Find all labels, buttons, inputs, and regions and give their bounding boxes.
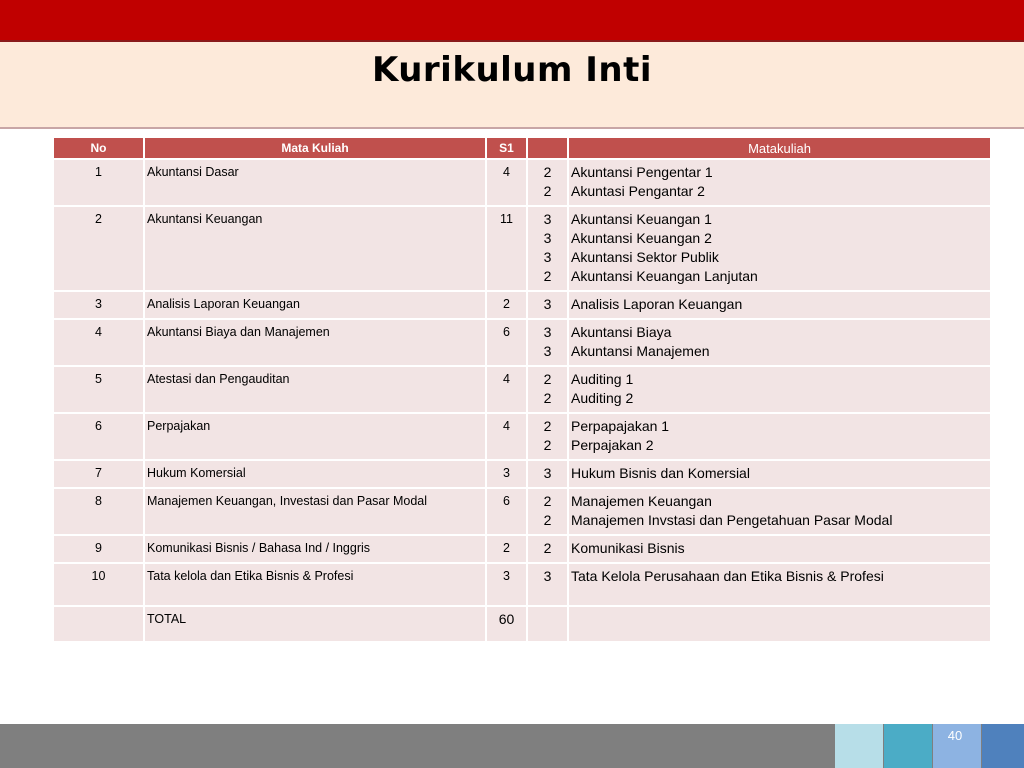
row-number: 7 — [53, 460, 144, 488]
row-course-list — [568, 319, 991, 366]
row-s1-credits: 6 — [486, 488, 527, 535]
row-course-list — [568, 413, 991, 460]
sks-value: 3 — [543, 343, 552, 359]
row-s1-credits: 3 — [486, 563, 527, 606]
page-number: 40 — [947, 728, 963, 743]
course-name: Tata Kelola Perusahaan dan Etika Bisnis & Profesi — [571, 568, 884, 584]
row-mata-kuliah: Atestasi dan Pengauditan — [144, 366, 486, 413]
row-number: 9 — [53, 535, 144, 563]
course-name: Akuntansi Biaya — [571, 324, 672, 340]
total-value: 60 — [486, 606, 527, 642]
course-name: Analisis Laporan Keuangan — [571, 296, 743, 312]
total-label: TOTAL — [144, 606, 486, 642]
row-sks-list — [527, 319, 568, 366]
row-s1-credits: 2 — [486, 535, 527, 563]
row-sks-list — [527, 159, 568, 206]
total-empty-course — [568, 606, 991, 642]
row-number: 2 — [53, 206, 144, 291]
course-name: Manajemen Invstasi dan Pengetahuan Pasar Modal — [571, 512, 893, 528]
row-number: 1 — [53, 159, 144, 206]
header-sks — [527, 137, 568, 159]
row-mata-kuliah: Akuntansi Biaya dan Manajemen — [144, 319, 486, 366]
row-number: 6 — [53, 413, 144, 460]
header-no: No — [53, 137, 144, 159]
course-name: Akuntansi Keuangan Lanjutan — [571, 268, 758, 284]
row-course-list — [568, 488, 991, 535]
header-s1: S1 — [486, 137, 527, 159]
row-course-list — [568, 206, 991, 291]
sks-value: 2 — [543, 418, 552, 434]
course-name: Akuntansi Manajemen — [571, 343, 710, 359]
table-row — [53, 366, 991, 413]
row-number: 5 — [53, 366, 144, 413]
course-name: Akuntansi Keuangan 1 — [571, 211, 712, 227]
course-name: Akuntansi Pengentar 1 — [571, 164, 713, 180]
row-mata-kuliah: Hukum Komersial — [144, 460, 486, 488]
course-name: Manajemen Keuangan — [571, 493, 712, 509]
course-name: Hukum Bisnis dan Komersial — [571, 465, 750, 481]
sks-value: 2 — [543, 183, 552, 199]
table-row — [53, 319, 991, 366]
sks-value: 3 — [543, 230, 552, 246]
row-mata-kuliah: Manajemen Keuangan, Investasi dan Pasar Modal — [144, 488, 486, 535]
table-row — [53, 159, 991, 206]
table-row — [53, 488, 991, 535]
row-sks-list — [527, 206, 568, 291]
sks-value: 2 — [543, 512, 552, 528]
sks-value: 3 — [543, 211, 552, 227]
slide-title: Kurikulum Inti — [371, 50, 653, 90]
row-course-list — [568, 535, 991, 563]
row-mata-kuliah: Analisis Laporan Keuangan — [144, 291, 486, 319]
course-name: Akuntansi Sektor Publik — [571, 249, 719, 265]
sks-value: 3 — [543, 568, 552, 584]
row-mata-kuliah: Akuntansi Dasar — [144, 159, 486, 206]
course-name: Akuntasi Pengantar 2 — [571, 183, 705, 199]
row-course-list — [568, 159, 991, 206]
row-number: 8 — [53, 488, 144, 535]
total-row — [53, 606, 991, 642]
course-name: Auditing 2 — [571, 390, 634, 406]
curriculum-table — [52, 136, 992, 643]
row-s1-credits: 4 — [486, 159, 527, 206]
row-mata-kuliah: Akuntansi Keuangan — [144, 206, 486, 291]
course-name: Komunikasi Bisnis — [571, 540, 685, 556]
sks-value: 2 — [543, 371, 552, 387]
row-course-list — [568, 460, 991, 488]
row-s1-credits: 4 — [486, 366, 527, 413]
total-empty-no — [53, 606, 144, 642]
course-name: Perpapajakan 1 — [571, 418, 670, 434]
row-course-list — [568, 366, 991, 413]
course-name: Akuntansi Keuangan 2 — [571, 230, 712, 246]
sks-value: 2 — [543, 164, 552, 180]
row-s1-credits: 2 — [486, 291, 527, 319]
row-sks-list — [527, 488, 568, 535]
sks-value: 3 — [543, 296, 552, 312]
row-number: 4 — [53, 319, 144, 366]
course-name: Perpajakan 2 — [571, 437, 654, 453]
table-body — [53, 159, 991, 642]
row-mata-kuliah: Komunikasi Bisnis / Bahasa Ind / Inggris — [144, 535, 486, 563]
footer-square-light-blue — [835, 724, 883, 768]
sks-value: 3 — [543, 249, 552, 265]
row-mata-kuliah: Perpajakan — [144, 413, 486, 460]
table-header-row — [53, 137, 991, 159]
row-course-list — [568, 563, 991, 606]
sks-value: 3 — [543, 324, 552, 340]
sks-value: 2 — [543, 540, 552, 556]
table-row — [53, 206, 991, 291]
course-name: Auditing 1 — [571, 371, 634, 387]
row-sks-list — [527, 563, 568, 606]
row-sks-list — [527, 413, 568, 460]
sks-value: 2 — [543, 437, 552, 453]
header-matakuliah: Matakuliah — [568, 137, 991, 159]
footer-square-blue — [982, 724, 1024, 768]
sks-value: 2 — [543, 268, 552, 284]
table-row — [53, 563, 991, 606]
footer-square-teal — [884, 724, 932, 768]
row-number: 3 — [53, 291, 144, 319]
row-s1-credits: 4 — [486, 413, 527, 460]
total-empty-sks — [527, 606, 568, 642]
row-s1-credits: 6 — [486, 319, 527, 366]
row-course-list — [568, 291, 991, 319]
row-sks-list — [527, 460, 568, 488]
sks-value: 2 — [543, 390, 552, 406]
row-sks-list — [527, 535, 568, 563]
table-row — [53, 291, 991, 319]
row-mata-kuliah: Tata kelola dan Etika Bisnis & Profesi — [144, 563, 486, 606]
row-s1-credits: 3 — [486, 460, 527, 488]
sks-value: 3 — [543, 465, 552, 481]
row-s1-credits: 11 — [486, 206, 527, 291]
row-number: 10 — [53, 563, 144, 606]
row-sks-list — [527, 366, 568, 413]
sks-value: 2 — [543, 493, 552, 509]
row-sks-list — [527, 291, 568, 319]
table-row — [53, 535, 991, 563]
top-accent-band — [0, 0, 1024, 42]
table-row — [53, 413, 991, 460]
header-mata-kuliah: Mata Kuliah — [144, 137, 486, 159]
table-row — [53, 460, 991, 488]
